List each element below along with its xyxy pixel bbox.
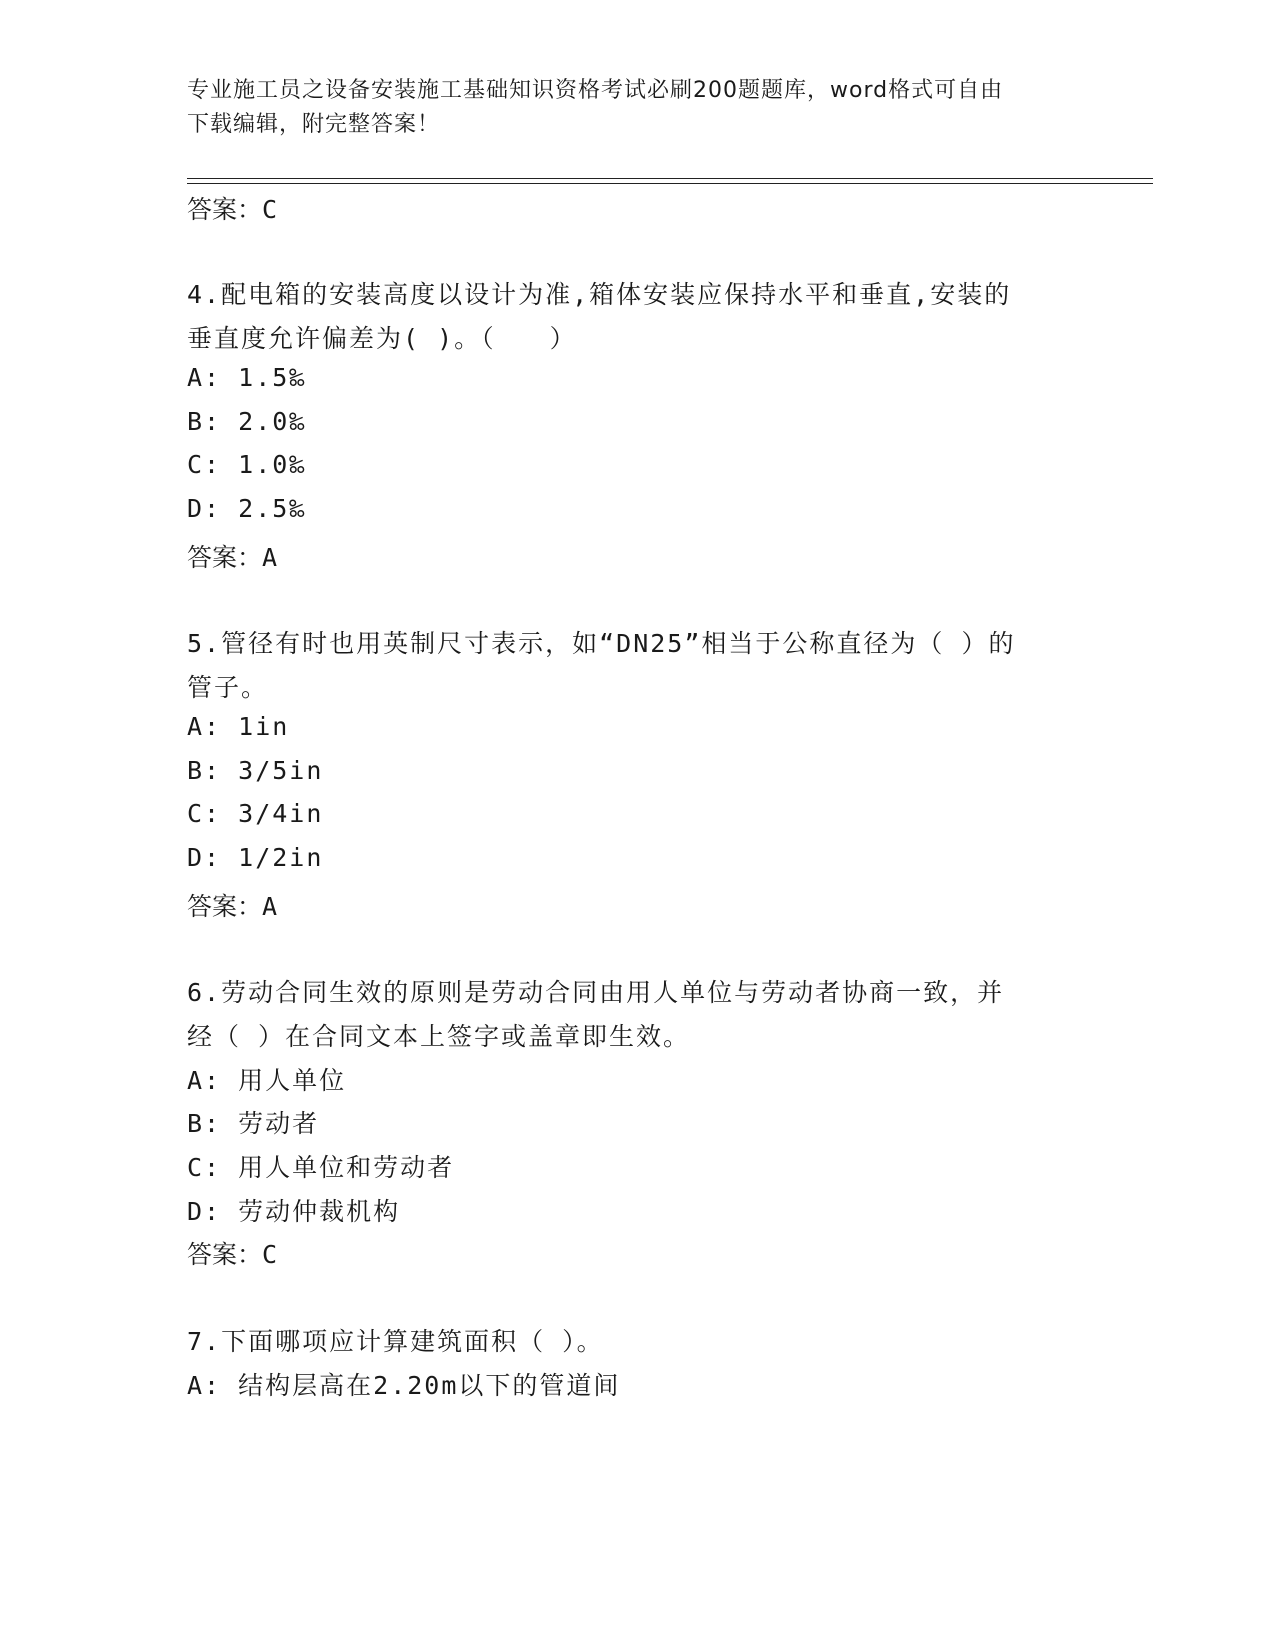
answer-line [187,887,277,923]
question-stem-continued: 垂直度允许偏差为( )。（ ） [187,324,577,353]
option-c: C: 3/4in [187,799,324,828]
option-a: A: 1in [187,712,290,741]
option-b: B: 3/5in [187,756,324,785]
question-stem: 6.劳动合同生效的原则是劳动合同由用人单位与劳动者协商一致，并 [187,978,1005,1007]
question-stem: 4.配电箱的安装高度以设计为准,箱体安装应保持水平和垂直,安装的 [187,280,1012,309]
answer-line [187,1235,277,1271]
question-stem-continued: 经（ ）在合同文本上签字或盖章即生效。 [187,1022,691,1051]
question-stem-continued: 管子。 [187,673,269,702]
option-d: D: 2.5‰ [187,494,307,523]
option-c: C: 用人单位和劳动者 [187,1153,455,1182]
answer-value: A [262,892,278,921]
option-a: A: 用人单位 [187,1066,347,1095]
option-d: D: 劳动仲裁机构 [187,1197,401,1226]
option-b: B: 劳动者 [187,1109,320,1138]
option-b: B: 2.0‰ [187,407,307,436]
header-line-2: 下载编辑，附完整答案！ [187,112,441,137]
option-a: A: 结构层高在2.20m以下的管道间 [187,1371,621,1400]
question-stem: 5.管径有时也用英制尺寸表示，如“DN25”相当于公称直径为（ ）的 [187,629,1016,658]
document-header [187,74,1067,142]
answer-line [187,538,277,574]
question-stem: 7.下面哪项应计算建筑面积（ ）。 [187,1327,604,1356]
answer-line [187,190,277,226]
option-c: C: 1.0‰ [187,450,307,479]
answer-value: C [262,1240,278,1269]
option-a: A: 1.5‰ [187,363,307,392]
answer-value: A [262,543,278,572]
answer-label: 答案： [187,543,263,572]
header-divider-bottom [187,183,1153,184]
header-divider-top [187,178,1153,179]
answer-label: 答案： [187,195,263,224]
answer-label: 答案： [187,1240,263,1269]
option-d: D: 1/2in [187,843,324,872]
header-line-1: 专业施工员之设备安装施工基础知识资格考试必刷200题题库，word格式可自由 [187,78,1004,103]
answer-value: C [262,195,278,224]
answer-label: 答案： [187,892,263,921]
